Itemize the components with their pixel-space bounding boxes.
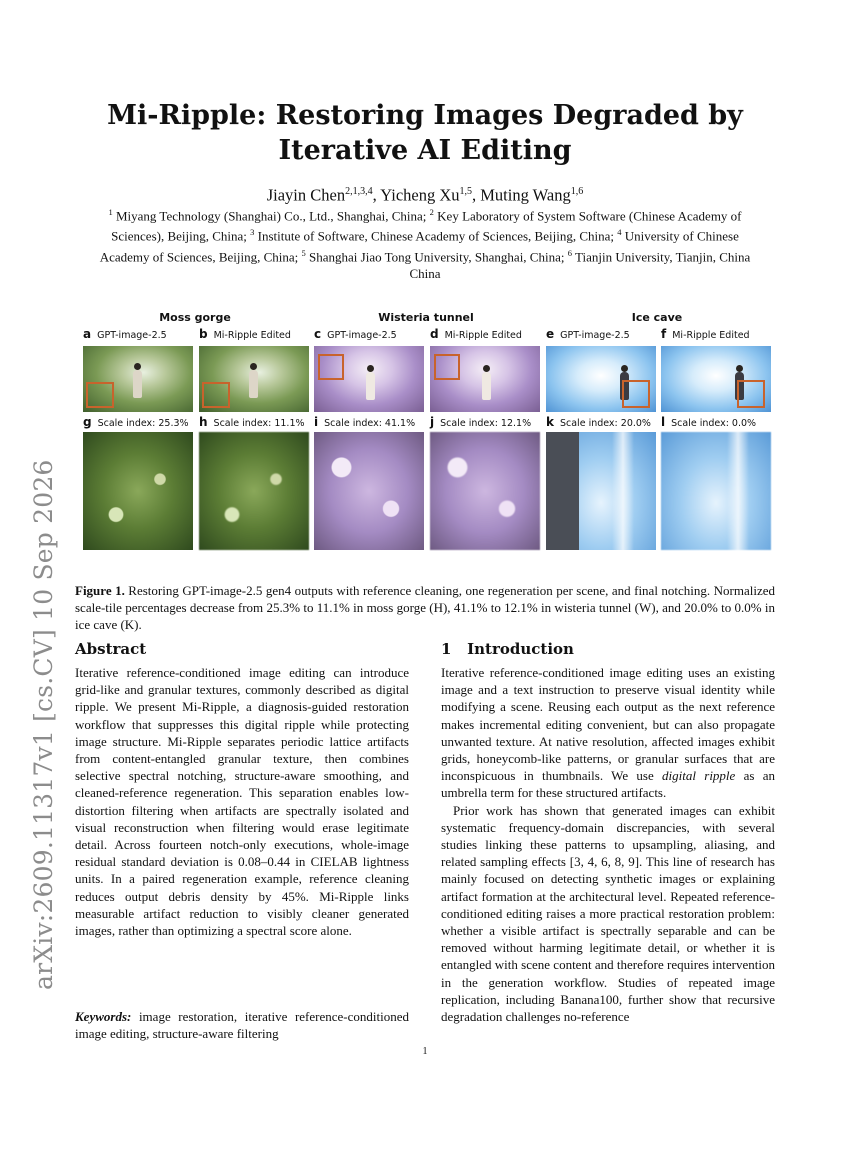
panel-label-g: g Scale index: 25.3% — [83, 415, 189, 429]
author-affil: 2,1,3,4 — [345, 186, 373, 197]
panel-label-l: l Scale index: 0.0% — [661, 415, 757, 429]
affiliation-country: China — [409, 265, 441, 281]
author-name: Yicheng Xu — [380, 185, 460, 205]
caption-text: Restoring GPT-image-2.5 gen4 outputs with reference cleaning, one regeneration per scene, and final notching. Normalized scale-tile percentages decrease from 25.3% to 11.1% in moss gorge (H), 41.1% to 12.1% in wisteria tunnel (W), and 20.0% to 0.0% in ice cave (K). — [75, 583, 776, 632]
panel-label-d: d Mi-Ripple Edited — [430, 327, 522, 341]
abstract-body — [75, 664, 409, 939]
abstract-heading: Abstract — [75, 640, 147, 658]
author-name: Muting Wang — [480, 185, 571, 205]
roi-box — [434, 354, 460, 380]
affiliation: Key Laboratory of System Software (Chinese Academy of Sciences), Beijing, China; — [111, 208, 742, 244]
moss-gorge-image-a — [83, 346, 193, 412]
roi-box — [86, 382, 114, 408]
ice-cave-image-e — [546, 346, 656, 412]
affil-number: 3 — [250, 227, 255, 238]
affiliation: Institute of Software, Chinese Academy of Sciences, Beijing, China; — [257, 228, 614, 244]
page-number: 1 — [422, 1046, 428, 1057]
moss-gorge-image-b — [199, 346, 309, 412]
keywords — [75, 1008, 409, 1042]
affil-number: 5 — [301, 247, 306, 258]
abstract-paragraph: Iterative reference-conditioned image editing can introduce grid-like and granular textures, commonly described as digital ripple. We present Mi-Ripple, a diagnosis-guided restoration workflow that suppresses this digital ripple while protecting image structure. Mi-Ripple separates periodic lattice artifacts from content-entangled granular texture, then combines selective spectral notching, structure-aware smoothing, and cleaned-reference regeneration. This separation enables low-distortion filtering when artifacts are spectrally isolated and visual reconstruction when filtering would erase legitimate detail. Across fourteen notch-only executions, whole-image residual standard deviation is 0.08–0.44 in CIELAB lightness units. In a paired regeneration example, reference cleaning reduces output debris density by 45%. Mi-Ripple links measurable artifact reduction to visibly cleaner generated images, rather than optimizing a spectral score alone. — [75, 665, 409, 939]
roi-box — [737, 380, 765, 408]
affil-number: 2 — [429, 207, 434, 217]
affil-number: 4 — [617, 227, 622, 238]
figure-caption — [75, 582, 775, 633]
roi-box — [622, 380, 650, 408]
moss-gorge-crop-h — [199, 432, 309, 550]
wisteria-tunnel-crop-i — [314, 432, 424, 550]
introduction-paragraph-2: Prior work has shown that generated images can exhibit systematic frequency-domain discrepancies, with several studies linking these patterns to upsampling, aliasing, and related sampling effects [3, 4, 6, 8, 9]. This line of research has mainly focused on detecting synthetic images or explaining artifact formation at the architectural level. Repeated reference-conditioned editing raises a more practical restoration problem: whether a visible artifact is spectrally separable and can be removed without harming legitimate detail, or whether it is entangled with scene content and therefore requires intervention in the generation workflow. Studies of repeated image replication, including Banana100, further show that recursive degradation challenges no-reference — [441, 802, 775, 1025]
scene-title-wisteria: Wisteria tunnel — [378, 311, 474, 324]
panel-label-c: c GPT-image-2.5 — [314, 327, 397, 341]
roi-box — [318, 354, 344, 380]
panel-label-b: b Mi-Ripple Edited — [199, 327, 291, 341]
wisteria-tunnel-crop-j — [430, 432, 540, 550]
affiliations — [90, 204, 760, 282]
affiliation: Tianjin University, Tianjin, China — [575, 248, 751, 264]
emphasis-term: digital ripple — [662, 768, 736, 784]
panel-label-f: f Mi-Ripple Edited — [661, 327, 750, 341]
scene-title-moss: Moss gorge — [159, 311, 231, 324]
introduction-paragraph-1: Iterative reference-conditioned image editing uses an existing image and a text instruction to preserve visual identity while modifying a scene. Reusing each output as the next reference makes incremental editing convenient, but can also propagate unwanted texture. At native resolution, affected images exhibit grids, honeycomb-like patterns, or granular surfaces that are inconspicuous in thumbnails. We use digital ripple as an umbrella term for these structured artifacts. — [441, 665, 775, 801]
introduction-body — [441, 664, 775, 1025]
panel-label-i: i Scale index: 41.1% — [314, 415, 416, 429]
author-name: Jiayin Chen — [266, 185, 346, 205]
roi-box — [202, 382, 230, 408]
affil-number: 1 — [108, 207, 113, 217]
paper-title: Mi-Ripple: Restoring Images Degraded by Iterative AI Editing — [107, 100, 743, 166]
affil-number: 6 — [567, 247, 572, 258]
scene-title-ice: Ice cave — [631, 311, 683, 324]
ice-cave-image-f — [661, 346, 771, 412]
panel-label-a: a GPT-image-2.5 — [83, 327, 167, 341]
wisteria-tunnel-image-c — [314, 346, 424, 412]
ice-cave-crop-l — [661, 432, 771, 550]
author-list: Jiayin Chen$^{2,1,3,4}$, Yicheng Xu$^{1,5}$, Muting Wang$^{1,6}$ — [266, 185, 584, 205]
caption-label: Figure 1. — [75, 583, 125, 598]
panel-label-k: k Scale index: 20.0% — [546, 415, 651, 429]
moss-gorge-crop-g — [83, 432, 193, 550]
panel-label-e: e GPT-image-2.5 — [546, 327, 630, 341]
wisteria-tunnel-image-d — [430, 346, 540, 412]
affiliation: Shanghai Jiao Tong University, Shanghai, China; — [309, 248, 565, 264]
keywords-label: Keywords: — [75, 1009, 132, 1024]
author-affil: 1,5 — [459, 186, 473, 197]
keywords-text: image restoration, iterative reference-conditioned image editing, structure-aware filtering — [75, 1009, 409, 1041]
panel-label-h: h Scale index: 11.1% — [199, 415, 305, 429]
affiliation: Miyang Technology (Shanghai) Co., Ltd., Shanghai, China; — [115, 208, 427, 224]
ice-cave-crop-k — [546, 432, 656, 550]
affiliation: University of Chinese Academy of Sciences, Beijing, China; — [99, 228, 739, 264]
author-affil: 1,6 — [570, 186, 584, 197]
panel-label-j: j Scale index: 12.1% — [430, 415, 532, 429]
introduction-heading: 1 Introduction — [441, 640, 574, 658]
arxiv-identifier: arXiv:2609.11317v1 [cs.CV] 10 Sep 2026 — [29, 459, 58, 990]
